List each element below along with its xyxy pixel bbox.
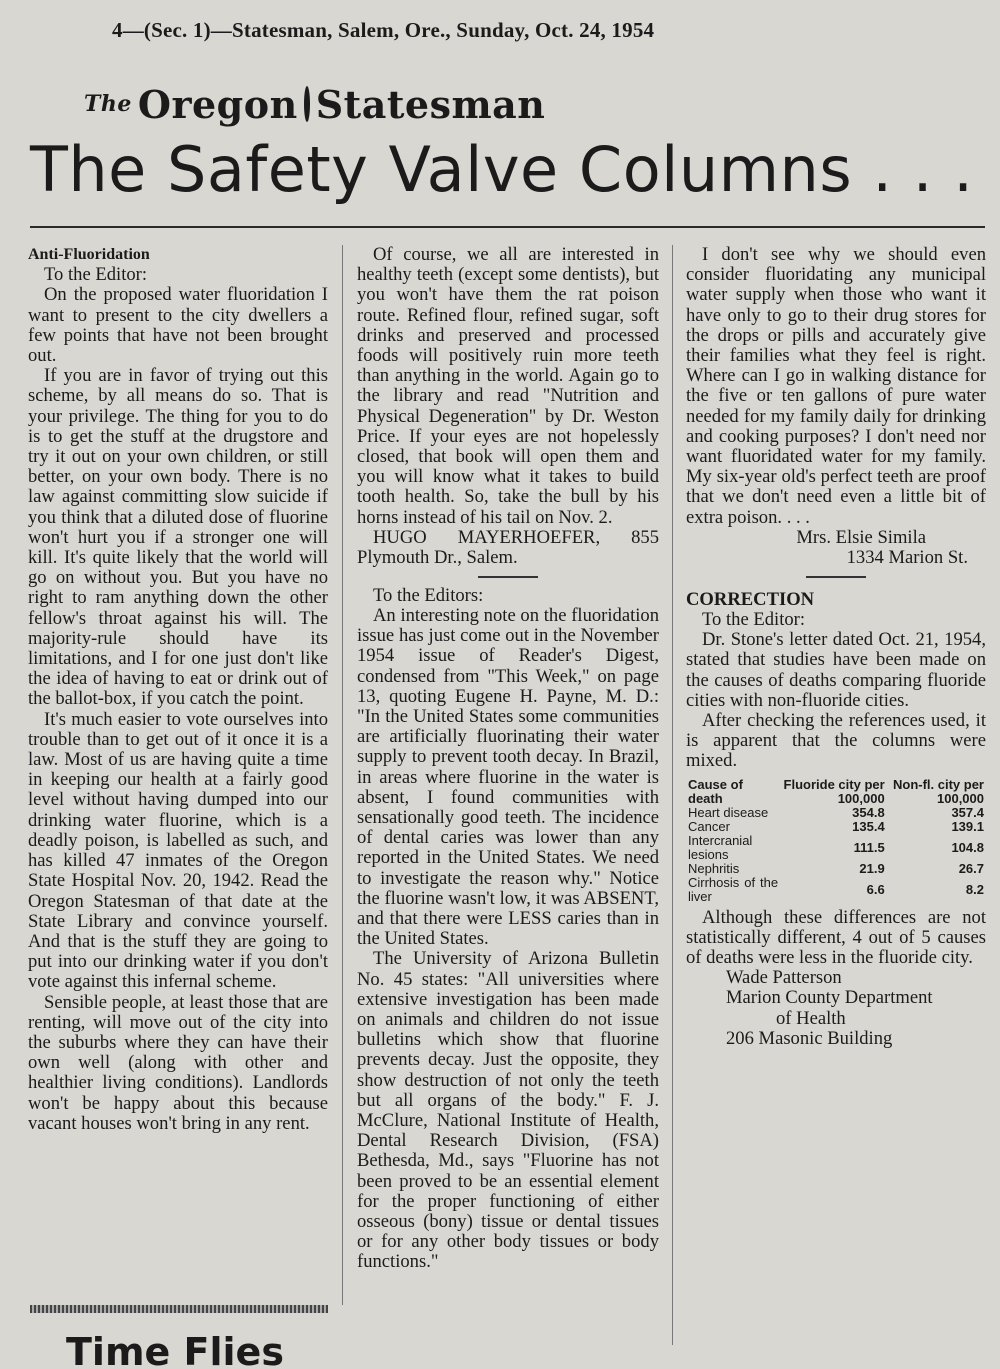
table-header-nonfl: Non-fl. city per 100,000 (892, 776, 984, 806)
table-cell-fluoride: 111.5 (853, 839, 885, 855)
headline-rule (30, 226, 985, 228)
page-headline: The Safety Valve Columns . . . (30, 133, 974, 206)
correction-title: CORRECTION (686, 588, 815, 610)
table-row (686, 820, 986, 834)
letter-salutation: To the Editor: (44, 264, 148, 286)
letter-paragraph: It's much easier to vote ourselves into trouble than to get out of it once it is a law. Most of us are having quite a time in keeping our health at a fairly good level without having dumped into our drinking water fluorine, which is a deadly poison, is labelled as such, and has killed 47 inmates of the Oregon State Hospital Nov. 20, 1942. Read the Oregon Statesman of that date at the State Library and convince yourself. And that is the stuff they are going to put into our drinking water if you don't vote against this infernal scheme. (28, 708, 328, 993)
letter-paragraph: On the proposed water fluoridation I want to present to the city dwellers a few points that have not been brought out. (28, 284, 328, 367)
letter-signature: HUGO MAYERHOEFER, 855 Plymouth Dr., Salem. (357, 526, 659, 569)
table-cell-cause: Intercranial lesions (688, 832, 753, 862)
letter-separator (478, 576, 538, 578)
table-cell-fluoride: 6.6 (866, 881, 885, 897)
table-row (686, 862, 986, 876)
masthead (84, 78, 546, 130)
table-cell-nonfl: 26.7 (958, 860, 984, 876)
letter-paragraph: An interesting note on the fluoridation issue has just come out in the November 1954 issue of Reader's Digest, condensed from "This Week," on page 13, quoting Eugene H. Payne, M. D.: "In the United States some communities are artificially fluorinating their water supply to prevent tooth decay. In Brazil, in areas where fluorine in the water is absent, I found communities with sensationally good teeth. The incidence of dental caries was lower than any reported in the United States. We need to investigate the reason why." Notice the fluorine wasn't low, it was ABSENT, and that there were LESS caries than in the United States. (357, 604, 659, 950)
dateline: 4—(Sec. 1)—Statesman, Salem, Ore., Sunday, Oct. 24, 1954 (112, 18, 655, 42)
section-bar (30, 1305, 328, 1313)
table-cell-cause: Cirrhosis of the liver (688, 874, 779, 904)
death-rate-table (686, 778, 986, 904)
letter-kicker: Anti-Fluoridation (28, 246, 150, 263)
table-row (686, 876, 986, 904)
column-divider-1 (342, 245, 343, 1305)
letter-paragraph: After checking the references used, it is apparent that the columns were mixed. (686, 709, 986, 772)
table-header-row (686, 778, 986, 806)
table-row (686, 834, 986, 862)
table-cell-cause: Nephritis (688, 860, 740, 876)
table-cell-nonfl: 8.2 (965, 881, 984, 897)
letter-signature-name: Mrs. Elsie Simila (796, 526, 926, 548)
column-1 (28, 245, 328, 1295)
next-headline: Time Flies (66, 1330, 284, 1369)
table-cell-fluoride: 21.9 (859, 860, 885, 876)
signature-line: Wade Patterson (726, 967, 842, 989)
table-header-fluoride: Fluoride city per 100,000 (783, 776, 885, 806)
letter-signature-address: 1334 Marion St. (846, 547, 968, 569)
column-3 (686, 245, 986, 1345)
letter-paragraph: Although these differences are not statistically different, 4 out of 5 causes of deaths were less in the fluoride city. (686, 906, 986, 968)
masthead-the: The (84, 91, 132, 117)
letter-salutation: To the Editors: (373, 584, 484, 606)
letter-salutation: To the Editor: (702, 608, 806, 630)
signature-line: 206 Masonic Building (726, 1027, 893, 1049)
letter-paragraph: Of course, we all are interested in healthy teeth (except some dentists), but you won't have them the rat poison route. Refined flour, refined sugar, soft drinks and preserved and processed foods will positively ruin more teeth than anything in the world. Again go to the library and read "Nutrition and Physical Degeneration" by Dr. Weston Price. If your eyes are not hopelessly closed, that book will open them and you will know what it takes to build tooth health. So, take the bull by his horns instead of his tail on Nov. 2. (357, 245, 659, 528)
letter-paragraph: If you are in favor of trying out this scheme, by all means do so. That is your privilege. The thing for you to do is to get the stuff at the drugstore and try it out on your own children, or still better, on your own body. There is no law against committing slow suicide if you think that a diluted dose of fluorine won't hurt you if a stronger one will kill. It's quite likely that the world will go on without you. But you have no right to ram anything down the other fellow's throat against his will. The majority-rule should have its limitations, and I for one just don't like the idea of having to eat or drink out of the ballot-box, if you catch the point. (28, 365, 328, 710)
table-cell-fluoride: 135.4 (852, 818, 885, 834)
table-cell-fluoride: 354.8 (852, 804, 885, 820)
letter-paragraph: Dr. Stone's letter dated Oct. 21, 1954, stated that studies have been made on the causes of deaths comparing fluoride cities with non-fluoride cities. (686, 629, 986, 711)
table-row (686, 806, 986, 820)
letter-paragraph: Sensible people, at least those that are renting, will move out of the city into the suburbs where they can have their own well (along with other and healthier living conditions). Landlords won't be happy about this because vacant houses won't bring in any rent. (28, 991, 328, 1134)
column-2 (357, 245, 659, 1345)
table-cell-nonfl: 139.1 (951, 818, 984, 834)
letter-paragraph: The University of Arizona Bulletin No. 45 states: "All universities where extensive investigation has been made on animals and children do not issue bulletins which show that fluorine prevents decay. Just the opposite, they show destruction of not only the teeth but all organs of the body." F. J. McClure, National Institute of Health, Dental Research Division, (FSA) Bethesda, Md., says "Fluorine has not been proved to be an essential element for the proper functioning of either osseous (bony) tissue or dental tissues or for any other body tissues or body functions." (357, 948, 659, 1273)
column-divider-2 (672, 245, 673, 1345)
signature-line: Marion County Department (726, 987, 933, 1009)
signature-line: of Health (776, 1007, 846, 1029)
state-seal-icon (304, 86, 310, 122)
masthead-word-1: Oregon (137, 81, 298, 127)
letter-paragraph: I don't see why we should even consider fluoridating any municipal water supply when those who want it have only to go to their drug stores for the drops or pills and accurately give their families what they feel is right. Where can I go in walking distance for the five or ten gallons of pure water needed for my family daily for drinking and cooking purposes? I don't need nor want fluoridated water for my family. My six-year old's perfect teeth are proof that we don't need even a little bit of extra poison. . . . (686, 245, 986, 528)
table-cell-nonfl: 357.4 (951, 804, 984, 820)
letter-separator (806, 576, 866, 578)
table-header-cause: Cause of death (688, 776, 743, 806)
table-cell-cause: Heart disease (688, 804, 769, 820)
table-cell-cause: Cancer (688, 818, 730, 834)
masthead-word-2: Statesman (315, 81, 546, 127)
table-cell-nonfl: 104.8 (951, 839, 984, 855)
